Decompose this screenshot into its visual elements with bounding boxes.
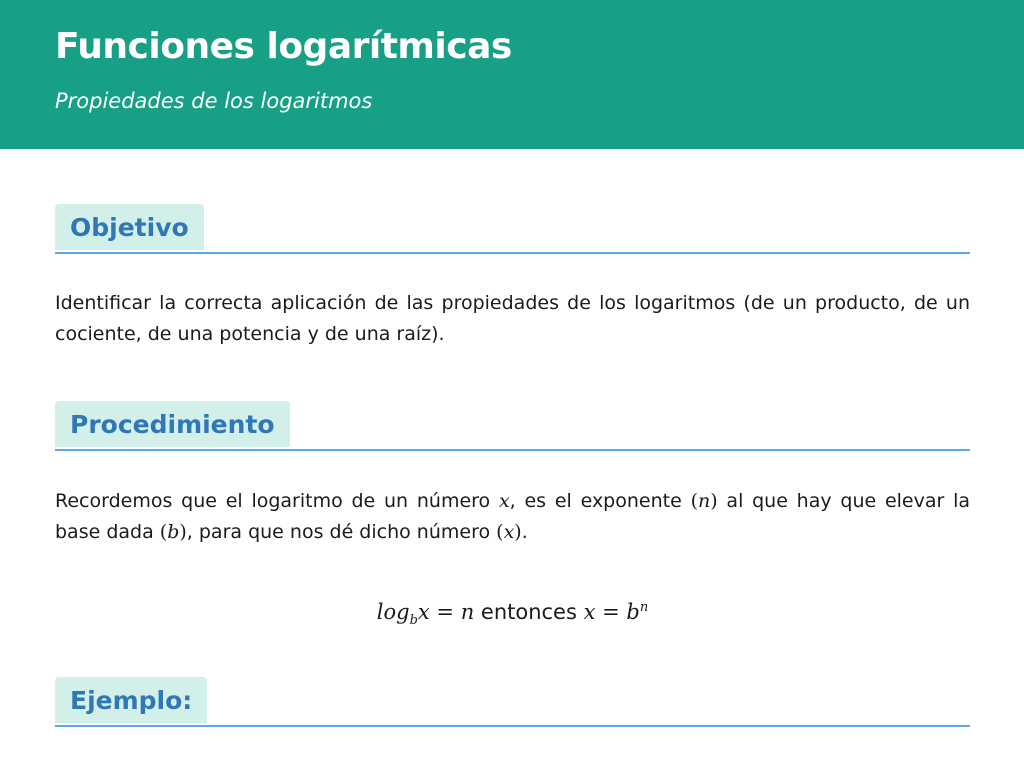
math-var-x: x — [498, 490, 510, 512]
section-heading-objetivo — [55, 204, 970, 254]
formula-log: log — [376, 600, 410, 624]
page-header — [0, 0, 1024, 149]
section-title-ejemplo: Ejemplo: — [55, 677, 207, 723]
math-paren-close: ) — [514, 521, 522, 543]
math-var-x: x — [503, 521, 515, 543]
page-subtitle: Propiedades de los logaritmos — [55, 89, 373, 113]
math-paren-open: ( — [690, 490, 698, 512]
formula-n: n — [460, 600, 475, 624]
formula-equals: = — [429, 600, 461, 624]
section-heading-ejemplo — [55, 677, 970, 727]
procedimiento-text-part: , es el exponente — [509, 490, 691, 512]
formula-arg: x — [417, 600, 430, 624]
page-title: Funciones logarítmicas — [55, 26, 512, 67]
formula-word: entonces — [474, 600, 584, 624]
log-definition-formula — [55, 590, 970, 639]
section-title-procedimiento: Procedimiento — [55, 401, 290, 447]
formula-b: b — [626, 600, 640, 624]
procedimiento-text-part: Recordemos que el logaritmo de un número — [55, 490, 499, 512]
formula-base: b — [409, 613, 418, 629]
math-paren-close: ) — [179, 521, 187, 543]
math-var-n: n — [697, 490, 711, 512]
formula-exponent: n — [639, 600, 649, 615]
formula-equals: = — [595, 600, 627, 624]
procedimiento-text-part: , para que nos dé dicho número — [186, 521, 497, 543]
section-heading-procedimiento — [55, 401, 970, 451]
procedimiento-text-part: al que hay que elevar la base dada — [55, 490, 971, 543]
section-title-objetivo: Objetivo — [55, 204, 204, 250]
math-var-b: b — [167, 521, 180, 543]
formula-x: x — [583, 600, 596, 624]
math-paren-open: ( — [496, 521, 504, 543]
procedimiento-text-part: . — [521, 521, 528, 543]
objetivo-text: Identificar la correcta aplicación de las propiedades de los logaritmos (de un producto, de un cociente, de una potencia y de una raíz). — [55, 292, 970, 345]
math-paren-open: ( — [159, 521, 168, 543]
math-paren-close: ) — [710, 490, 718, 512]
procedimiento-text — [55, 486, 970, 548]
